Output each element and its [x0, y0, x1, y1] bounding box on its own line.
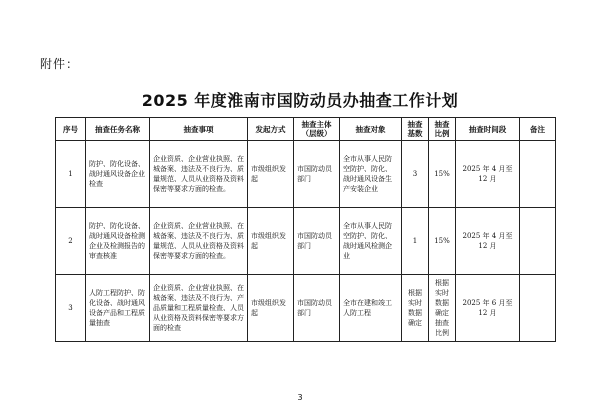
header-items: 抽查事项 — [150, 118, 248, 141]
cell-items: 企业资质、企业营业执照、在城备案、违法及不良行为、质量规范、人员从业资格及资料保密等要求方面的检查。 — [150, 141, 248, 208]
cell-target: 全市在建和竣工人防工程 — [340, 275, 402, 342]
cell-period: 2025 年 4 月至 12 月 — [456, 141, 520, 208]
cell-subject: 市国防动员部门 — [294, 275, 340, 342]
cell-note — [520, 141, 556, 208]
cell-note — [520, 208, 556, 275]
table-row — [56, 141, 556, 208]
cell-method: 市级组织发起 — [248, 208, 294, 275]
header-subject: 抽查主体（层级） — [294, 118, 340, 141]
cell-task: 防护、防化设备、战时通风设备企业检查 — [86, 141, 150, 208]
cell-items: 企业资质、企业营业执照、在城备案、违法及不良行为、质量规范、人员从业资格及资料保密等要求方面的检查。 — [150, 208, 248, 275]
header-period: 抽查时间段 — [456, 118, 520, 141]
cell-task: 人防工程防护、防化设备、战时通风设备产品和工程质量抽查 — [86, 275, 150, 342]
cell-items: 企业资质、企业营业执照、在城备案、违法及不良行为、产品质量和工程质量检查、人员从业资格及资料保密等要求方面的检查 — [150, 275, 248, 342]
cell-subject: 市国防动员部门 — [294, 208, 340, 275]
header-base: 抽查基数 — [402, 118, 429, 141]
cell-base: 根据实时数据确定 — [402, 275, 429, 342]
page-number: 3 — [297, 393, 303, 402]
cell-base: 3 — [402, 141, 429, 208]
header-task: 抽查任务名称 — [86, 118, 150, 141]
cell-period: 2025 年 6 月至 12 月 — [456, 275, 520, 342]
document-title: 2025 年度淮南市国防动员办抽查工作计划 — [141, 91, 459, 110]
inspection-plan-table — [55, 117, 556, 342]
cell-no: 1 — [56, 141, 86, 208]
cell-note — [520, 275, 556, 342]
cell-base: 1 — [402, 208, 429, 275]
cell-target: 全市从事人民防空防护、防化、战时通风设备生产安装企业 — [340, 141, 402, 208]
cell-task: 防护、防化设备、战时通风设备检测企业及检测报告的审查核准 — [86, 208, 150, 275]
cell-target: 全市从事人民防空防护、防化、战时通风检测企业 — [340, 208, 402, 275]
header-no: 序号 — [56, 118, 86, 141]
header-target: 抽查对象 — [340, 118, 402, 141]
cell-method: 市级组织发起 — [248, 141, 294, 208]
header-ratio: 抽查比例 — [429, 118, 456, 141]
header-note: 备注 — [520, 118, 556, 141]
table-row — [56, 275, 556, 342]
cell-ratio: 根据实时数据确定抽查比例 — [429, 275, 456, 342]
cell-ratio: 15% — [429, 141, 456, 208]
cell-no: 2 — [56, 208, 86, 275]
cell-ratio: 15% — [429, 208, 456, 275]
table-header-row — [56, 118, 556, 141]
cell-period: 2025 年 4 月至 12 月 — [456, 208, 520, 275]
attachment-label: 附件： — [40, 57, 80, 71]
table-row — [56, 208, 556, 275]
cell-method: 市级组织发起 — [248, 275, 294, 342]
cell-subject: 市国防动员部门 — [294, 141, 340, 208]
cell-no: 3 — [56, 275, 86, 342]
header-method: 发起方式 — [248, 118, 294, 141]
